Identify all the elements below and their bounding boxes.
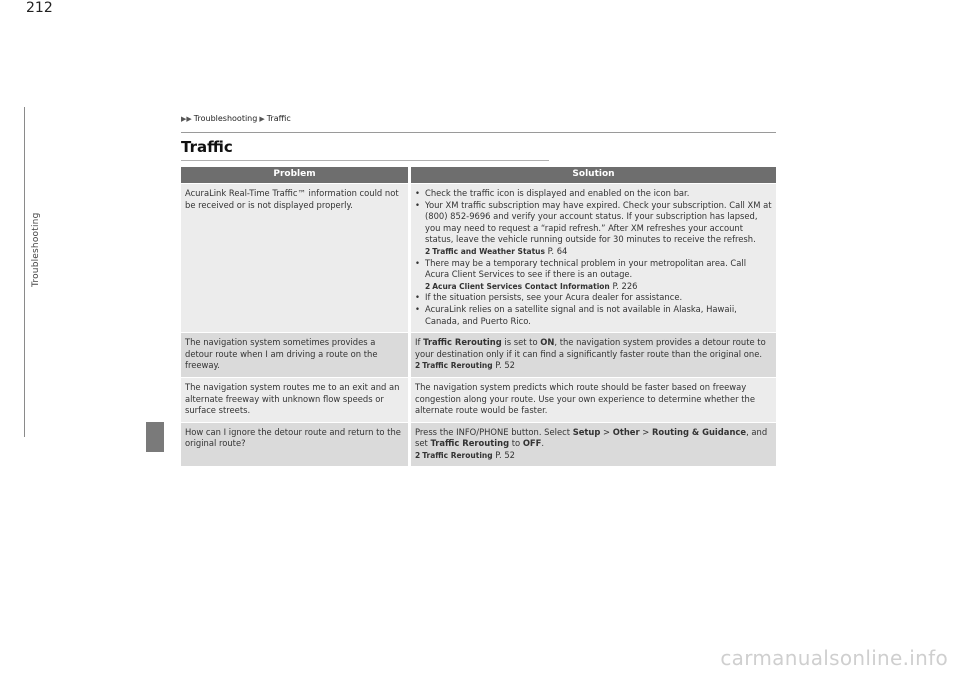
cross-reference-link[interactable]: 2 Acura Client Services Contact Information P. 226	[425, 280, 638, 291]
cross-reference-link[interactable]: 2 Traffic Rerouting P. 52	[415, 449, 516, 460]
list-item: • If the situation persists, see your Acura dealer for assistance.	[415, 292, 772, 304]
table-row	[181, 423, 776, 467]
reference-icon: 2	[415, 450, 421, 460]
table-row	[181, 184, 776, 332]
chevron-right-icon: ▶▶	[181, 114, 192, 123]
table-row	[181, 333, 776, 377]
column-header-problem: Problem	[181, 167, 411, 183]
side-label: Troubleshooting	[31, 212, 41, 288]
reference-icon: 2	[425, 281, 431, 291]
solution-cell	[411, 184, 776, 332]
troubleshooting-table	[181, 167, 776, 466]
page-number: 212	[26, 0, 53, 16]
breadcrumb-item[interactable]: Troubleshooting	[193, 114, 258, 123]
table-row	[181, 378, 776, 422]
side-tab-line	[24, 107, 25, 437]
list-item: • Your XM traffic subscription may have expired. Check your subscription. Call XM at (800) 852-9696 and verify your account status. If your subscription has lapsed, you may need to request a “rapid refresh.” After XM refreshes your account status, leave the vehicle running outside for 30 minutes to receive the refresh. 2 Traffic and Weather Status P. 64	[415, 200, 772, 258]
solution-cell: If Traffic Rerouting is set to ON, the navigation system provides a detour route to your destination only if it can find a significantly faster route than the original one. 2 Traffic Rerouting P. 52	[411, 333, 776, 377]
reference-icon: 2	[415, 361, 421, 371]
solution-list	[415, 188, 772, 327]
chevron-right-icon: ▶	[259, 114, 265, 123]
breadcrumb	[181, 114, 291, 123]
problem-cell: The navigation system routes me to an exit and an alternate freeway with unknown flow speeds or surface streets.	[181, 378, 411, 422]
problem-cell: AcuraLink Real-Time Traffic™ information could not be received or is not displayed properly.	[181, 184, 411, 332]
list-item: • AcuraLink relies on a satellite signal and is not available in Alaska, Hawaii, Canada, and Puerto Rico.	[415, 304, 772, 327]
reference-icon: 2	[425, 246, 431, 256]
problem-cell: How can I ignore the detour route and return to the original route?	[181, 423, 411, 467]
divider	[181, 132, 776, 133]
cross-reference-link[interactable]: 2 Traffic and Weather Status P. 64	[425, 245, 568, 256]
column-header-solution: Solution	[411, 167, 776, 183]
list-item: • Check the traffic icon is displayed and enabled on the icon bar.	[415, 188, 772, 200]
solution-cell: Press the INFO/PHONE button. Select Setup > Other > Routing & Guidance, and set Traffic Rerouting to OFF. 2 Traffic Rerouting P. 52	[411, 423, 776, 467]
page-title: Traffic	[181, 138, 233, 156]
cross-reference-link[interactable]: 2 Traffic Rerouting P. 52	[415, 360, 516, 371]
list-item: • There may be a temporary technical problem in your metropolitan area. Call Acura Client Services to see if there is an outage. 2 Acura Client Services Contact Information P. 226	[415, 258, 772, 293]
side-tab-marker	[146, 422, 164, 452]
divider	[181, 160, 549, 161]
watermark: carmanualsonline.info	[720, 646, 948, 670]
solution-cell: The navigation system predicts which route should be faster based on freeway congestion along your route. Use your own experience to determine whether the alternate route would be faster.	[411, 378, 776, 422]
breadcrumb-item[interactable]: Traffic	[266, 114, 291, 123]
problem-cell: The navigation system sometimes provides a detour route when I am driving a route on the freeway.	[181, 333, 411, 377]
